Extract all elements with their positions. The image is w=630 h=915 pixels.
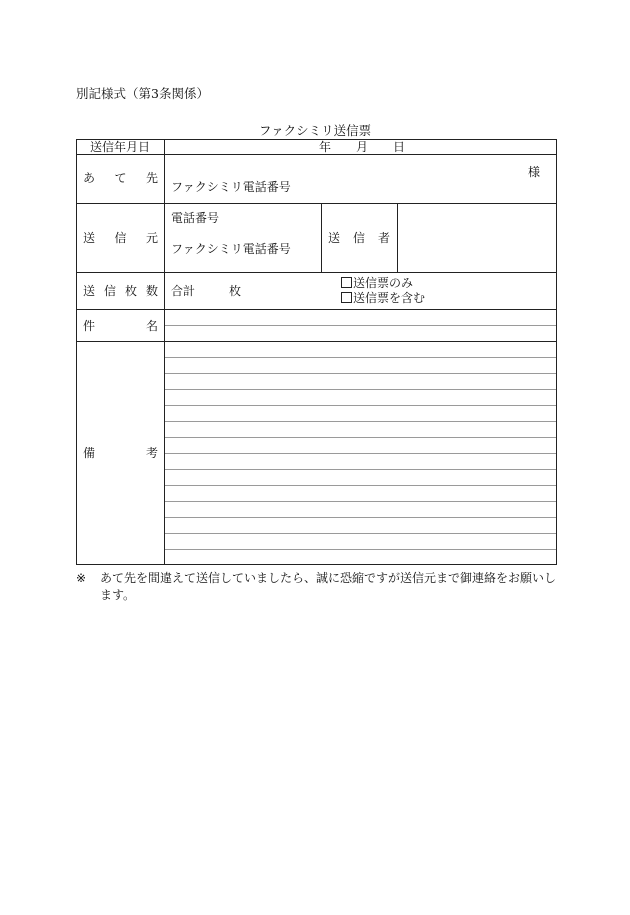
remarks-rule: [165, 421, 556, 422]
form-border-bottom: [76, 564, 557, 565]
recipient-honorific: 様: [528, 165, 541, 179]
row-divider-subject: [76, 341, 557, 342]
date-year-unit: 年: [319, 140, 332, 154]
recipient-label: あ て 先: [83, 171, 158, 185]
remarks-rule: [165, 501, 556, 502]
pages-label: 送 信 枚 数: [83, 284, 158, 298]
pages-unit: 枚: [229, 284, 242, 298]
date-label: 送信年月日: [90, 140, 151, 154]
row-divider-date: [76, 154, 557, 155]
option-cover-only[interactable]: 送信票のみ: [341, 276, 413, 290]
sender-divider-1: [321, 203, 322, 273]
remarks-rule: [165, 389, 556, 390]
checkbox-icon[interactable]: [341, 277, 352, 288]
recipient-fax-label: ファクシミリ電話番号: [171, 180, 291, 194]
footer-note: [76, 570, 566, 604]
sender-name-label: 送 信 者: [328, 231, 390, 245]
sender-phone-label: 電話番号: [171, 211, 220, 225]
remarks-rule: [165, 437, 556, 438]
sender-divider-2: [397, 203, 398, 273]
fax-cover-form: [76, 139, 557, 565]
remarks-label: 備 考: [83, 446, 158, 460]
pages-total-label: 合計: [171, 284, 196, 298]
date-day-unit: 日: [393, 140, 406, 154]
row-divider-sender: [76, 272, 557, 273]
remarks-rule: [165, 453, 556, 454]
form-title: ファクシミリ送信票: [258, 123, 372, 138]
subject-label: 件 名: [83, 319, 158, 333]
remarks-rule: [165, 405, 556, 406]
remarks-rule: [165, 517, 556, 518]
form-heading: 別記様式（第3条関係）: [76, 86, 209, 101]
note-text: あて先を間違えて送信していましたら、誠に恐縮ですが送信元まで御連絡をお願いします。: [100, 571, 557, 602]
subject-rule: [165, 325, 556, 326]
remarks-rule: [165, 549, 556, 550]
sender-fax-label: ファクシミリ電話番号: [171, 242, 291, 256]
note-mark: ※: [76, 571, 87, 585]
date-month-unit: 月: [356, 140, 369, 154]
remarks-rule: [165, 469, 556, 470]
checkbox-icon[interactable]: [341, 292, 352, 303]
remarks-rule: [165, 373, 556, 374]
remarks-rule: [165, 485, 556, 486]
row-divider-recipient: [76, 203, 557, 204]
row-divider-pages: [76, 309, 557, 310]
sender-info-label: 送 信 元: [83, 231, 158, 245]
remarks-rule: [165, 533, 556, 534]
remarks-rule: [165, 357, 556, 358]
option-cover-included[interactable]: 送信票を含む: [341, 291, 425, 305]
